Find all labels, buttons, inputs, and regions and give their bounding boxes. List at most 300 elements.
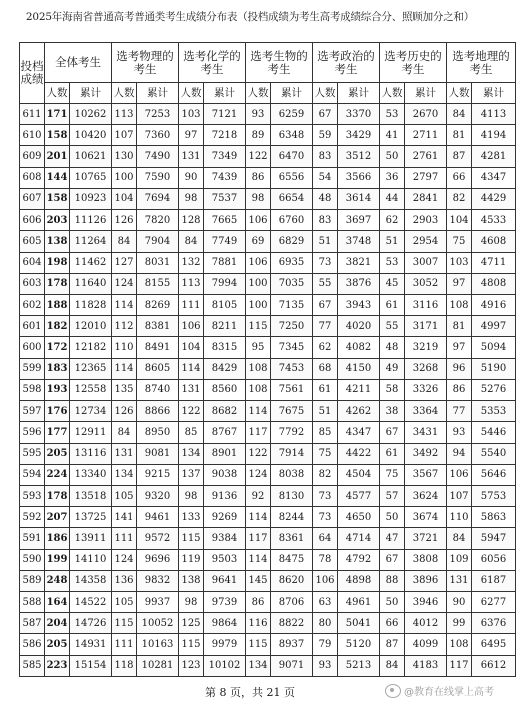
cell-score: 611 xyxy=(20,104,45,125)
table-row xyxy=(20,613,516,634)
cell-score: 598 xyxy=(20,379,45,400)
cell-biology-cumulative: 7453 xyxy=(271,358,313,379)
table-row xyxy=(20,273,516,294)
cell-history-cumulative: 3268 xyxy=(405,358,447,379)
cell-geography-count: 86 xyxy=(447,379,472,400)
cell-score: 594 xyxy=(20,464,45,485)
cell-history-cumulative: 2903 xyxy=(405,210,447,231)
cell-all-cumulative: 14522 xyxy=(70,592,112,613)
cell-chemistry-cumulative: 7121 xyxy=(204,104,246,125)
cell-geography-count: 107 xyxy=(447,485,472,506)
cell-chemistry-count: 115 xyxy=(179,528,204,549)
cell-politics-count: 80 xyxy=(313,613,338,634)
cell-history-cumulative: 3721 xyxy=(405,528,447,549)
cell-all-cumulative: 10262 xyxy=(70,104,112,125)
cell-biology-count: 106 xyxy=(246,252,271,273)
cell-politics-count: 67 xyxy=(313,294,338,315)
cell-history-cumulative: 3364 xyxy=(405,401,447,422)
cell-politics-cumulative: 5213 xyxy=(338,655,380,676)
cell-geography-cumulative: 5094 xyxy=(472,337,516,358)
cell-politics-count: 61 xyxy=(313,379,338,400)
cell-biology-count: 106 xyxy=(246,210,271,231)
cell-politics-count: 51 xyxy=(313,401,338,422)
cell-geography-cumulative: 5446 xyxy=(472,422,516,443)
cell-biology-cumulative: 8822 xyxy=(271,613,313,634)
cell-physics-count: 110 xyxy=(112,337,137,358)
cell-politics-count: 73 xyxy=(313,485,338,506)
cell-geography-cumulative: 4711 xyxy=(472,252,516,273)
cell-all-cumulative: 10621 xyxy=(70,146,112,167)
cell-politics-count: 85 xyxy=(313,422,338,443)
cell-geography-count: 108 xyxy=(447,634,472,655)
cell-chemistry-count: 106 xyxy=(179,316,204,337)
header-group-history: 选考历史的考生 xyxy=(380,43,447,83)
header-group-geography: 选考地理的考生 xyxy=(447,43,516,83)
cell-all-count: 183 xyxy=(45,358,70,379)
cell-geography-count: 108 xyxy=(447,294,472,315)
cell-geography-count: 109 xyxy=(447,549,472,570)
cell-geography-cumulative: 5863 xyxy=(472,507,516,528)
cell-politics-cumulative: 4422 xyxy=(338,443,380,464)
watermark xyxy=(385,683,494,698)
cell-all-cumulative: 11828 xyxy=(70,294,112,315)
cell-physics-count: 124 xyxy=(112,273,137,294)
table-row xyxy=(20,188,516,209)
cell-chemistry-count: 137 xyxy=(179,464,204,485)
cell-politics-count: 73 xyxy=(313,252,338,273)
cell-politics-cumulative: 4961 xyxy=(338,592,380,613)
cell-politics-cumulative: 3821 xyxy=(338,252,380,273)
cell-history-count: 50 xyxy=(380,146,405,167)
cell-physics-count: 134 xyxy=(112,464,137,485)
cell-chemistry-cumulative: 7349 xyxy=(204,146,246,167)
cell-chemistry-count: 125 xyxy=(179,613,204,634)
cell-all-cumulative: 13725 xyxy=(70,507,112,528)
cell-all-cumulative: 15154 xyxy=(70,655,112,676)
cell-physics-cumulative: 7360 xyxy=(137,125,179,146)
cell-biology-cumulative: 6935 xyxy=(271,252,313,273)
header-count: 人数 xyxy=(447,83,472,104)
cell-all-count: 158 xyxy=(45,188,70,209)
header-group-biology: 选考生物的考生 xyxy=(246,43,313,83)
cell-politics-cumulative: 4792 xyxy=(338,549,380,570)
cell-politics-count: 75 xyxy=(313,443,338,464)
cell-all-count: 223 xyxy=(45,655,70,676)
cell-politics-cumulative: 3614 xyxy=(338,188,380,209)
table-row xyxy=(20,592,516,613)
cell-score: 591 xyxy=(20,528,45,549)
cell-politics-count: 62 xyxy=(313,337,338,358)
cell-history-cumulative: 4183 xyxy=(405,655,447,676)
cell-biology-count: 114 xyxy=(246,507,271,528)
cell-politics-cumulative: 4211 xyxy=(338,379,380,400)
cell-chemistry-cumulative: 9503 xyxy=(204,549,246,570)
cell-politics-count: 64 xyxy=(313,528,338,549)
header-count: 人数 xyxy=(380,83,405,104)
cell-chemistry-count: 90 xyxy=(179,167,204,188)
cell-history-cumulative: 3567 xyxy=(405,464,447,485)
cell-history-cumulative: 3946 xyxy=(405,592,447,613)
cell-chemistry-count: 138 xyxy=(179,570,204,591)
cell-all-count: 186 xyxy=(45,528,70,549)
cell-geography-cumulative: 5190 xyxy=(472,358,516,379)
cell-politics-cumulative: 5120 xyxy=(338,634,380,655)
table-row xyxy=(20,464,516,485)
cell-score: 586 xyxy=(20,634,45,655)
cell-chemistry-cumulative: 7749 xyxy=(204,231,246,252)
cell-politics-count: 59 xyxy=(313,125,338,146)
cell-physics-cumulative: 9215 xyxy=(137,464,179,485)
cell-physics-count: 141 xyxy=(112,507,137,528)
header-cumulative: 累计 xyxy=(204,83,246,104)
cell-biology-cumulative: 6348 xyxy=(271,125,313,146)
cell-biology-cumulative: 7561 xyxy=(271,379,313,400)
table-row xyxy=(20,570,516,591)
cell-biology-cumulative: 7135 xyxy=(271,294,313,315)
cell-history-count: 75 xyxy=(380,464,405,485)
cell-score: 597 xyxy=(20,401,45,422)
cell-geography-count: 103 xyxy=(447,252,472,273)
cell-geography-count: 93 xyxy=(447,422,472,443)
cell-history-count: 50 xyxy=(380,592,405,613)
cell-geography-count: 66 xyxy=(447,167,472,188)
cell-biology-cumulative: 8937 xyxy=(271,634,313,655)
cell-all-cumulative: 12734 xyxy=(70,401,112,422)
cell-politics-cumulative: 3697 xyxy=(338,210,380,231)
cell-chemistry-cumulative: 9384 xyxy=(204,528,246,549)
cell-biology-cumulative: 7914 xyxy=(271,443,313,464)
cell-geography-count: 106 xyxy=(447,464,472,485)
cell-all-count: 248 xyxy=(45,570,70,591)
cell-politics-count: 63 xyxy=(313,592,338,613)
cell-politics-count: 73 xyxy=(313,507,338,528)
cell-politics-count: 106 xyxy=(313,570,338,591)
cell-history-count: 53 xyxy=(380,104,405,125)
cell-politics-cumulative: 4082 xyxy=(338,337,380,358)
cell-geography-cumulative: 4347 xyxy=(472,167,516,188)
cell-chemistry-count: 98 xyxy=(179,592,204,613)
cell-chemistry-cumulative: 7439 xyxy=(204,167,246,188)
cell-chemistry-cumulative: 9979 xyxy=(204,634,246,655)
cell-politics-count: 48 xyxy=(313,188,338,209)
cell-physics-cumulative: 10052 xyxy=(137,613,179,634)
cell-chemistry-count: 123 xyxy=(179,655,204,676)
cell-biology-count: 108 xyxy=(246,358,271,379)
cell-history-count: 36 xyxy=(380,167,405,188)
cell-chemistry-count: 84 xyxy=(179,231,204,252)
cell-biology-cumulative: 7250 xyxy=(271,316,313,337)
cell-physics-count: 104 xyxy=(112,188,137,209)
cell-history-cumulative: 3674 xyxy=(405,507,447,528)
cell-chemistry-count: 98 xyxy=(179,485,204,506)
cell-chemistry-cumulative: 8767 xyxy=(204,422,246,443)
cell-chemistry-count: 119 xyxy=(179,549,204,570)
cell-geography-count: 75 xyxy=(447,231,472,252)
cell-score: 602 xyxy=(20,294,45,315)
cell-physics-cumulative: 9320 xyxy=(137,485,179,506)
cell-physics-count: 84 xyxy=(112,422,137,443)
cell-geography-cumulative: 5276 xyxy=(472,379,516,400)
cell-biology-cumulative: 9071 xyxy=(271,655,313,676)
cell-politics-count: 93 xyxy=(313,655,338,676)
cell-all-count: 205 xyxy=(45,634,70,655)
header-count: 人数 xyxy=(313,83,338,104)
cell-chemistry-count: 114 xyxy=(179,358,204,379)
cell-biology-count: 86 xyxy=(246,592,271,613)
cell-physics-cumulative: 7904 xyxy=(137,231,179,252)
cell-biology-count: 117 xyxy=(246,528,271,549)
cell-score: 593 xyxy=(20,485,45,506)
cell-score: 585 xyxy=(20,655,45,676)
cell-score: 590 xyxy=(20,549,45,570)
header-cumulative: 累计 xyxy=(137,83,179,104)
cell-chemistry-cumulative: 9641 xyxy=(204,570,246,591)
cell-all-count: 188 xyxy=(45,294,70,315)
cell-physics-count: 118 xyxy=(112,655,137,676)
cell-biology-count: 114 xyxy=(246,549,271,570)
cell-geography-cumulative: 6056 xyxy=(472,549,516,570)
header-count: 人数 xyxy=(246,83,271,104)
cell-physics-cumulative: 9572 xyxy=(137,528,179,549)
cell-biology-count: 116 xyxy=(246,613,271,634)
cell-geography-cumulative: 6495 xyxy=(472,634,516,655)
cell-history-count: 47 xyxy=(380,528,405,549)
cell-geography-count: 104 xyxy=(447,210,472,231)
cell-physics-count: 111 xyxy=(112,634,137,655)
cell-history-cumulative: 2954 xyxy=(405,231,447,252)
header-count: 人数 xyxy=(112,83,137,104)
cell-geography-count: 81 xyxy=(447,316,472,337)
cell-politics-cumulative: 3876 xyxy=(338,273,380,294)
cell-geography-cumulative: 4113 xyxy=(472,104,516,125)
cell-geography-cumulative: 4808 xyxy=(472,273,516,294)
cell-physics-cumulative: 9081 xyxy=(137,443,179,464)
cell-physics-count: 135 xyxy=(112,379,137,400)
cell-politics-count: 55 xyxy=(313,273,338,294)
cell-history-cumulative: 3116 xyxy=(405,294,447,315)
cell-politics-cumulative: 4150 xyxy=(338,358,380,379)
cell-all-count: 172 xyxy=(45,337,70,358)
cell-all-count: 204 xyxy=(45,613,70,634)
cell-biology-cumulative: 8620 xyxy=(271,570,313,591)
table-row xyxy=(20,485,516,506)
cell-history-count: 61 xyxy=(380,443,405,464)
cell-biology-count: 100 xyxy=(246,294,271,315)
cell-politics-count: 51 xyxy=(313,231,338,252)
cell-physics-count: 114 xyxy=(112,294,137,315)
cell-geography-count: 81 xyxy=(447,125,472,146)
cell-history-count: 67 xyxy=(380,422,405,443)
cell-score: 596 xyxy=(20,422,45,443)
cell-chemistry-cumulative: 8105 xyxy=(204,294,246,315)
cell-chemistry-cumulative: 8211 xyxy=(204,316,246,337)
cell-geography-cumulative: 5947 xyxy=(472,528,516,549)
cell-all-count: 144 xyxy=(45,167,70,188)
cell-chemistry-count: 134 xyxy=(179,443,204,464)
cell-history-cumulative: 2670 xyxy=(405,104,447,125)
cell-history-count: 84 xyxy=(380,655,405,676)
cell-biology-count: 86 xyxy=(246,167,271,188)
cell-history-count: 67 xyxy=(380,549,405,570)
cell-all-count: 177 xyxy=(45,422,70,443)
cell-physics-cumulative: 10281 xyxy=(137,655,179,676)
table-row xyxy=(20,104,516,125)
cell-all-cumulative: 11640 xyxy=(70,273,112,294)
cell-politics-count: 77 xyxy=(313,316,338,337)
cell-biology-count: 115 xyxy=(246,634,271,655)
cell-geography-cumulative: 6376 xyxy=(472,613,516,634)
cell-score: 609 xyxy=(20,146,45,167)
cell-all-cumulative: 10923 xyxy=(70,188,112,209)
cell-history-cumulative: 3896 xyxy=(405,570,447,591)
cell-politics-count: 78 xyxy=(313,549,338,570)
cell-all-count: 138 xyxy=(45,231,70,252)
cell-biology-count: 122 xyxy=(246,146,271,167)
table-body xyxy=(20,104,516,677)
page-number: 第 8 页，共 21 页 xyxy=(205,686,295,699)
cell-geography-cumulative: 5353 xyxy=(472,401,516,422)
header-count: 人数 xyxy=(179,83,204,104)
cell-biology-count: 114 xyxy=(246,401,271,422)
cell-biology-cumulative: 7675 xyxy=(271,401,313,422)
cell-biology-cumulative: 7345 xyxy=(271,337,313,358)
cell-physics-cumulative: 10163 xyxy=(137,634,179,655)
cell-all-cumulative: 14931 xyxy=(70,634,112,655)
cell-biology-cumulative: 8038 xyxy=(271,464,313,485)
cell-all-count: 178 xyxy=(45,273,70,294)
cell-biology-cumulative: 6470 xyxy=(271,146,313,167)
cell-history-cumulative: 2711 xyxy=(405,125,447,146)
cell-chemistry-cumulative: 9864 xyxy=(204,613,246,634)
cell-chemistry-count: 104 xyxy=(179,337,204,358)
header-count: 人数 xyxy=(45,83,70,104)
cell-all-cumulative: 11264 xyxy=(70,231,112,252)
cell-chemistry-count: 131 xyxy=(179,146,204,167)
cell-all-cumulative: 12365 xyxy=(70,358,112,379)
cell-chemistry-cumulative: 7218 xyxy=(204,125,246,146)
cell-all-count: 176 xyxy=(45,401,70,422)
cell-history-count: 51 xyxy=(380,231,405,252)
cell-score: 588 xyxy=(20,592,45,613)
cell-geography-cumulative: 6277 xyxy=(472,592,516,613)
cell-physics-count: 114 xyxy=(112,358,137,379)
cell-physics-count: 131 xyxy=(112,443,137,464)
cell-physics-cumulative: 8740 xyxy=(137,379,179,400)
cell-physics-count: 126 xyxy=(112,210,137,231)
table-row xyxy=(20,507,516,528)
cell-politics-cumulative: 5041 xyxy=(338,613,380,634)
cell-history-cumulative: 3624 xyxy=(405,485,447,506)
table-row xyxy=(20,422,516,443)
cell-history-count: 55 xyxy=(380,316,405,337)
cell-all-cumulative: 12558 xyxy=(70,379,112,400)
cell-geography-count: 87 xyxy=(447,146,472,167)
cell-politics-count: 82 xyxy=(313,464,338,485)
cell-physics-cumulative: 8381 xyxy=(137,316,179,337)
cell-all-count: 205 xyxy=(45,443,70,464)
cell-score: 608 xyxy=(20,167,45,188)
table-row xyxy=(20,167,516,188)
cell-chemistry-cumulative: 9038 xyxy=(204,464,246,485)
cell-history-cumulative: 2761 xyxy=(405,146,447,167)
page-title: 2025年海南省普通高考普通类考生成绩分布表（投档成绩为考生高考成绩综合分、照顾加分之和） xyxy=(25,11,475,23)
cell-all-cumulative: 14358 xyxy=(70,570,112,591)
cell-geography-cumulative: 4533 xyxy=(472,210,516,231)
cell-all-cumulative: 12182 xyxy=(70,337,112,358)
cell-chemistry-count: 122 xyxy=(179,401,204,422)
cell-biology-cumulative: 8361 xyxy=(271,528,313,549)
table-row xyxy=(20,528,516,549)
cell-all-count: 201 xyxy=(45,146,70,167)
cell-physics-cumulative: 8269 xyxy=(137,294,179,315)
cell-politics-cumulative: 3512 xyxy=(338,146,380,167)
header-group-chemistry: 选考化学的考生 xyxy=(179,43,246,83)
header-group-physics: 选考物理的考生 xyxy=(112,43,179,83)
cell-score: 599 xyxy=(20,358,45,379)
cell-all-cumulative: 14110 xyxy=(70,549,112,570)
cell-all-count: 182 xyxy=(45,316,70,337)
cell-chemistry-cumulative: 7994 xyxy=(204,273,246,294)
cell-history-count: 49 xyxy=(380,358,405,379)
cell-history-cumulative: 3007 xyxy=(405,252,447,273)
cell-history-count: 66 xyxy=(380,613,405,634)
score-distribution-table xyxy=(19,42,516,677)
cell-physics-cumulative: 9937 xyxy=(137,592,179,613)
cell-biology-count: 98 xyxy=(246,188,271,209)
cell-chemistry-count: 115 xyxy=(179,634,204,655)
cell-physics-cumulative: 8031 xyxy=(137,252,179,273)
cell-politics-cumulative: 4020 xyxy=(338,316,380,337)
cell-history-count: 88 xyxy=(380,570,405,591)
cell-all-cumulative: 11462 xyxy=(70,252,112,273)
cell-politics-cumulative: 3943 xyxy=(338,294,380,315)
cell-politics-cumulative: 4262 xyxy=(338,401,380,422)
cell-chemistry-cumulative: 10102 xyxy=(204,655,246,676)
cell-geography-cumulative: 4429 xyxy=(472,188,516,209)
cell-biology-cumulative: 6259 xyxy=(271,104,313,125)
cell-history-count: 87 xyxy=(380,634,405,655)
cell-history-cumulative: 4099 xyxy=(405,634,447,655)
cell-politics-count: 83 xyxy=(313,146,338,167)
cell-score: 603 xyxy=(20,273,45,294)
table-row xyxy=(20,655,516,676)
cell-geography-cumulative: 5646 xyxy=(472,464,516,485)
weibo-logo-icon xyxy=(385,684,401,698)
cell-biology-count: 95 xyxy=(246,337,271,358)
cell-history-cumulative: 3219 xyxy=(405,337,447,358)
cell-biology-count: 89 xyxy=(246,125,271,146)
cell-chemistry-cumulative: 8901 xyxy=(204,443,246,464)
cell-biology-cumulative: 8130 xyxy=(271,485,313,506)
cell-all-cumulative: 12911 xyxy=(70,422,112,443)
cell-all-cumulative: 13518 xyxy=(70,485,112,506)
cell-physics-cumulative: 9461 xyxy=(137,507,179,528)
cell-history-count: 61 xyxy=(380,294,405,315)
cell-history-cumulative: 3052 xyxy=(405,273,447,294)
header-group-all: 全体考生 xyxy=(45,43,112,83)
header-cumulative: 累计 xyxy=(338,83,380,104)
cell-biology-count: 92 xyxy=(246,485,271,506)
header-group-politics: 选考政治的考生 xyxy=(313,43,380,83)
cell-physics-cumulative: 8866 xyxy=(137,401,179,422)
cell-history-count: 53 xyxy=(380,252,405,273)
cell-physics-count: 105 xyxy=(112,592,137,613)
cell-physics-count: 100 xyxy=(112,167,137,188)
cell-chemistry-count: 133 xyxy=(179,507,204,528)
cell-history-count: 45 xyxy=(380,273,405,294)
table-row xyxy=(20,401,516,422)
cell-all-count: 193 xyxy=(45,379,70,400)
